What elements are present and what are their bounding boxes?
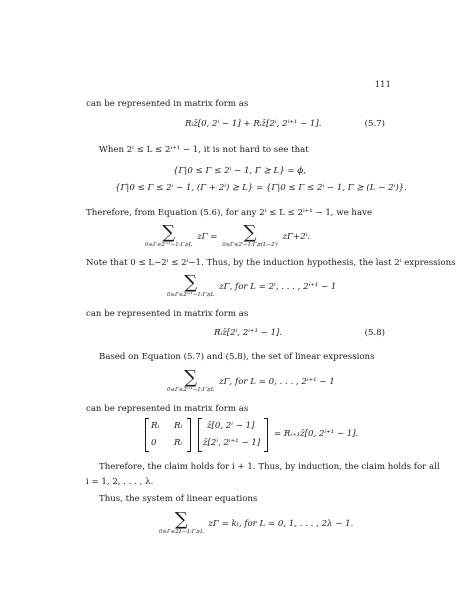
summation-4-term: zΓ = kₗ, for L = 0, 1, . . . , 2λ − 1. [208,519,354,529]
summation-left-subscript: 0≤Γ≤2ⁱ⁺¹−1:Γ⪰L [145,242,193,248]
page-number: 111 [374,80,391,90]
paragraph-when-condition: When 2ⁱ ≤ L ≤ 2ⁱ⁺¹ − 1, it is not hard to see that [99,145,309,155]
vector-right-bracket [264,418,268,452]
set-equation-2: {Γ|0 ≤ Γ ≤ 2ⁱ − 1, (Γ + 2ⁱ) ⪰ L} = {Γ|0 ≤ Γ ≤ 2ⁱ − 1, Γ ⪰ (L − 2ⁱ)}. [115,183,407,193]
block-matrix [145,418,191,452]
sum-equation-1 [143,222,311,248]
summation-3: ∑ 0≤Γ≤2ⁱ⁺¹−1:Γ⪰L [167,367,215,393]
equation-5-8: Rᵢz̄[2ⁱ, 2ⁱ⁺¹ − 1]. [214,328,283,338]
summation-right-term: zΓ+2ⁱ. [282,232,311,242]
summation-right: ∑ 0≤Γ≤2ⁱ−1:Γ⪰(L−2ⁱ) [222,222,278,248]
vector-cell-2: z̄[2ⁱ, 2ⁱ⁺¹ − 1] [203,438,261,448]
paragraph-therefore-equation: Therefore, from Equation (5.6), for any 2ⁱ ≤ L ≤ 2ⁱ⁺¹ − 1, we have [86,208,373,218]
summation-3-subscript: 0≤Γ≤2ⁱ⁺¹−1:Γ⪰L [167,387,215,393]
matrix-cell-r1c2: Rᵢ [174,421,183,431]
vector-left-bracket [198,418,202,452]
summation-4-subscript: 0≤Γ≤2λ−1:Γ⪰L [159,529,204,535]
summation-right-subscript: 0≤Γ≤2ⁱ−1:Γ⪰(L−2ⁱ) [222,242,278,248]
paragraph-claim-range: i = 1, 2, . . . , λ. [86,477,154,487]
sum-equation-3 [165,367,335,393]
paragraph-system-equations: Thus, the system of linear equations [99,494,258,504]
paragraph-matrix-form-1: can be represented in matrix form as [86,99,249,109]
sum-equation-4 [157,509,354,535]
vector-cell-1: z̄[0, 2ⁱ − 1] [207,421,255,431]
set-equation-1: {Γ|0 ≤ Γ ≤ 2ⁱ − 1, Γ ⪰ L} = ϕ, [173,166,306,176]
block-vector [198,418,268,452]
equation-5-8-number: (5.8) [364,328,385,338]
equation-5-7: Rᵢz̄[0, 2ⁱ − 1] + Rᵢz̄[2ⁱ, 2ⁱ⁺¹ − 1]. [185,119,322,129]
summation-4: ∑ 0≤Γ≤2λ−1:Γ⪰L [159,509,204,535]
summation-left-term: zΓ = [197,232,218,242]
paragraph-matrix-form-2: can be represented in matrix form as [86,309,249,319]
matrix-right-bracket [187,418,191,452]
summation-2-term: zΓ, for L = 2ⁱ, . . . , 2ⁱ⁺¹ − 1 [219,282,337,292]
paragraph-claim-holds: Therefore, the claim holds for i + 1. Thus, by induction, the claim holds for all [99,462,440,472]
summation-2: ∑ 0≤Γ≤2ⁱ⁺¹−1:Γ⪰L [167,272,215,298]
matrix-cell-r2c1: 0 [151,438,157,448]
paragraph-based-on: Based on Equation (5.7) and (5.8), the set of linear expressions [99,352,375,362]
paragraph-note: Note that 0 ≤ L−2ⁱ ≤ 2ⁱ−1. Thus, by the induction hypothesis, the last 2ⁱ expressions [86,258,456,268]
summation-left: ∑ 0≤Γ≤2ⁱ⁺¹−1:Γ⪰L [145,222,193,248]
matrix-equation-rhs: = Rᵢ₊₁z̄[0, 2ⁱ⁺¹ − 1]. [274,429,359,439]
matrix-cell-r2c2: Rᵢ [174,438,183,448]
matrix-left-bracket [145,418,149,452]
summation-3-term: zΓ, for L = 0, . . . , 2ⁱ⁺¹ − 1 [219,377,335,387]
paragraph-matrix-form-3: can be represented in matrix form as [86,404,249,414]
summation-2-subscript: 0≤Γ≤2ⁱ⁺¹−1:Γ⪰L [167,292,215,298]
matrix-cell-r1c1: Rᵢ [151,421,160,431]
equation-5-7-number: (5.7) [364,119,385,129]
sum-equation-2 [165,272,337,298]
